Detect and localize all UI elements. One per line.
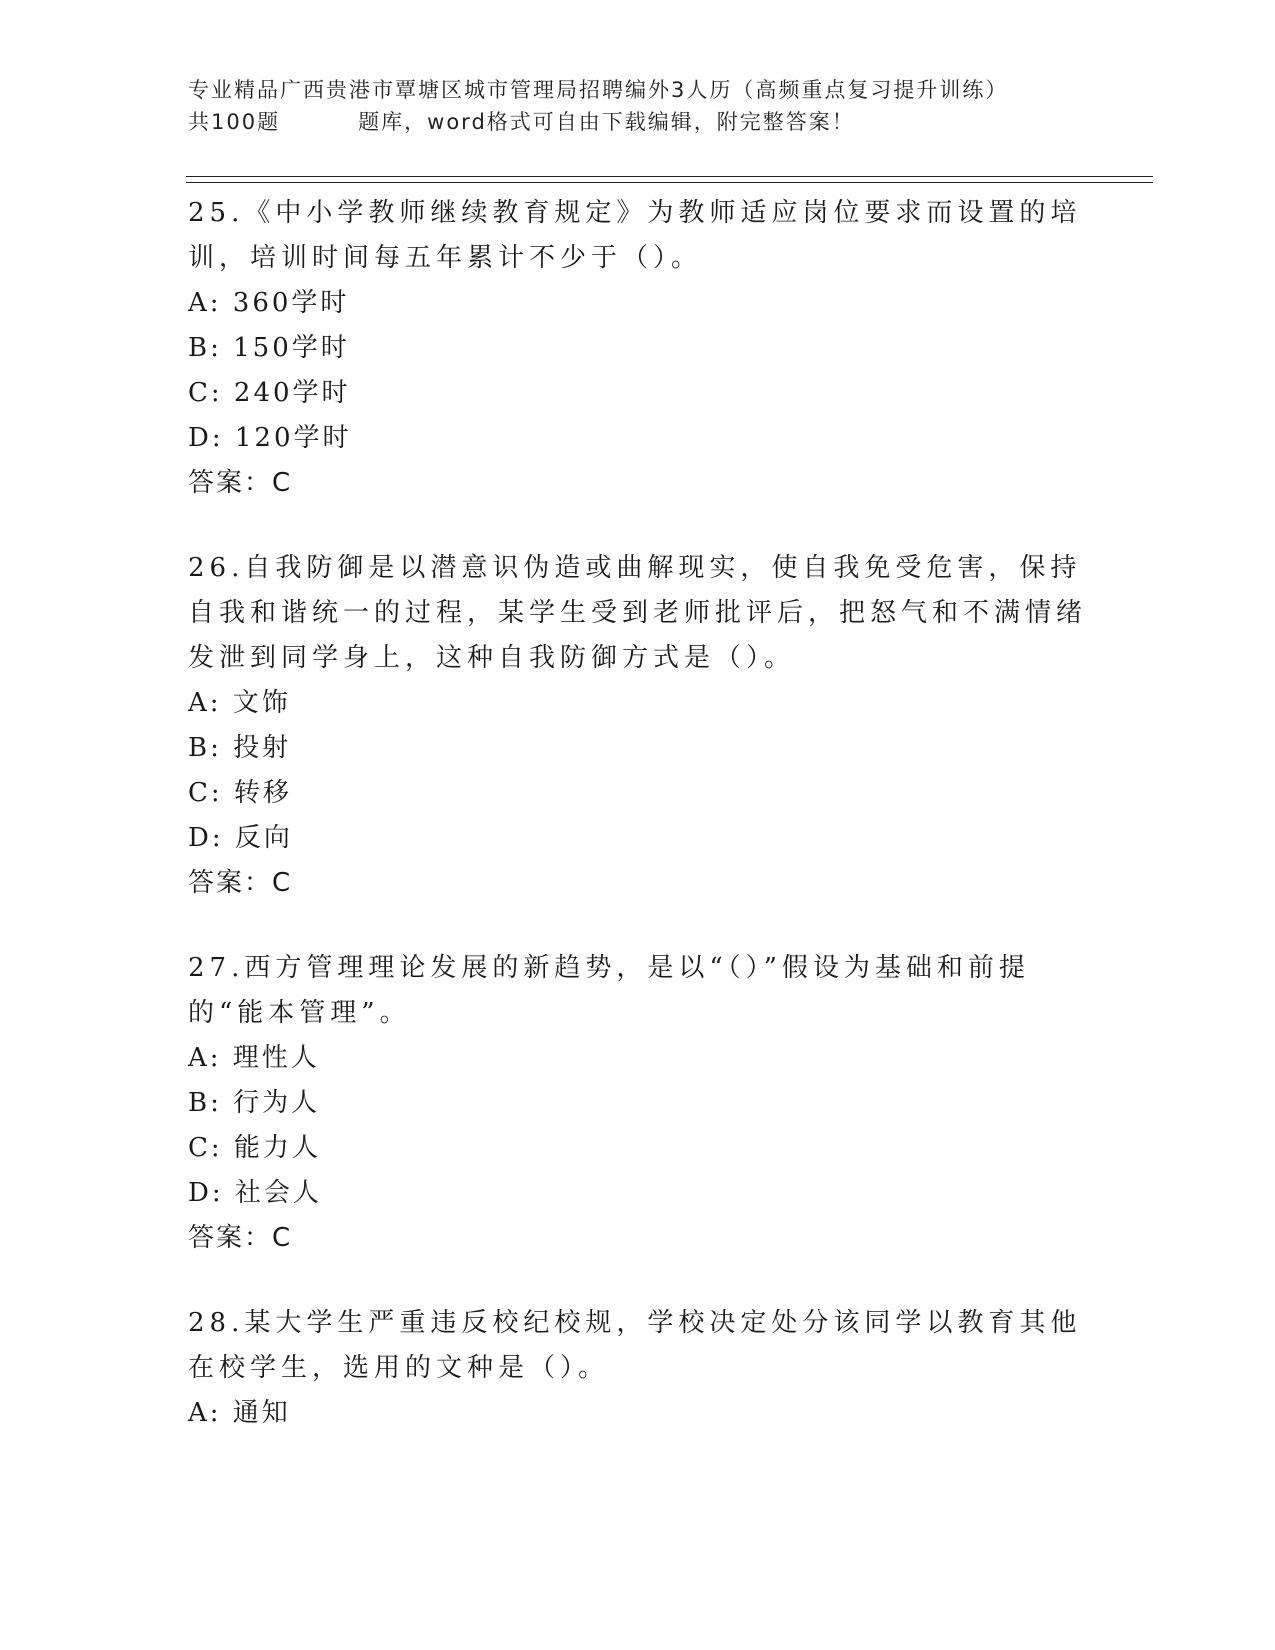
question-item (188, 191, 1088, 506)
header-subtitle-line: 共100题 题库，word格式可自由下载编辑，附完整答案！ (188, 110, 855, 134)
question-item (188, 1301, 1088, 1436)
option-b: B: 150学时 (188, 333, 350, 363)
option-a: A: 理性人 (188, 1043, 320, 1073)
option-c: C: 转移 (188, 778, 292, 808)
answer-line: 答案：C (188, 468, 293, 498)
question-item (188, 546, 1088, 906)
question-list (188, 191, 1088, 1476)
question-text: 27.西方管理理论发展的新趋势，是以“（）”假设为基础和前提的“能本管理”。 (188, 953, 1030, 1028)
question-item (188, 946, 1088, 1261)
answer-line: 答案：C (188, 868, 293, 898)
option-c: C: 240学时 (188, 378, 351, 408)
question-text: 25.《中小学教师继续教育规定》为教师适应岗位要求而设置的培训，培训时间每五年累计不少于（）。 (188, 198, 1082, 273)
question-text: 26.自我防御是以潜意识伪造或曲解现实，使自我免受危害，保持自我和谐统一的过程，某学生受到老师批评后，把怒气和不满情绪发泄到同学身上，这种自我防御方式是（）。 (188, 553, 1088, 673)
option-d: D: 反向 (188, 823, 293, 853)
answer-line: 答案：C (188, 1223, 293, 1253)
option-c: C: 能力人 (188, 1133, 321, 1163)
question-text: 28.某大学生严重违反校纪校规，学校决定处分该同学以教育其他在校学生，选用的文种是（）。 (188, 1308, 1082, 1383)
option-d: D: 120学时 (188, 423, 352, 453)
option-b: B: 行为人 (188, 1088, 321, 1118)
option-d: D: 社会人 (188, 1178, 322, 1208)
option-a: A: 360学时 (188, 288, 350, 318)
header-rule-top (186, 176, 1153, 177)
option-a: A: 通知 (188, 1398, 291, 1428)
option-b: B: 投射 (188, 733, 292, 763)
header-title-line: 专业精品广西贵港市覃塘区城市管理局招聘编外3人历（高频重点复习提升训练） (188, 78, 1009, 102)
document-header (188, 74, 1088, 138)
option-a: A: 文饰 (188, 688, 291, 718)
header-rule-bottom (186, 182, 1153, 183)
